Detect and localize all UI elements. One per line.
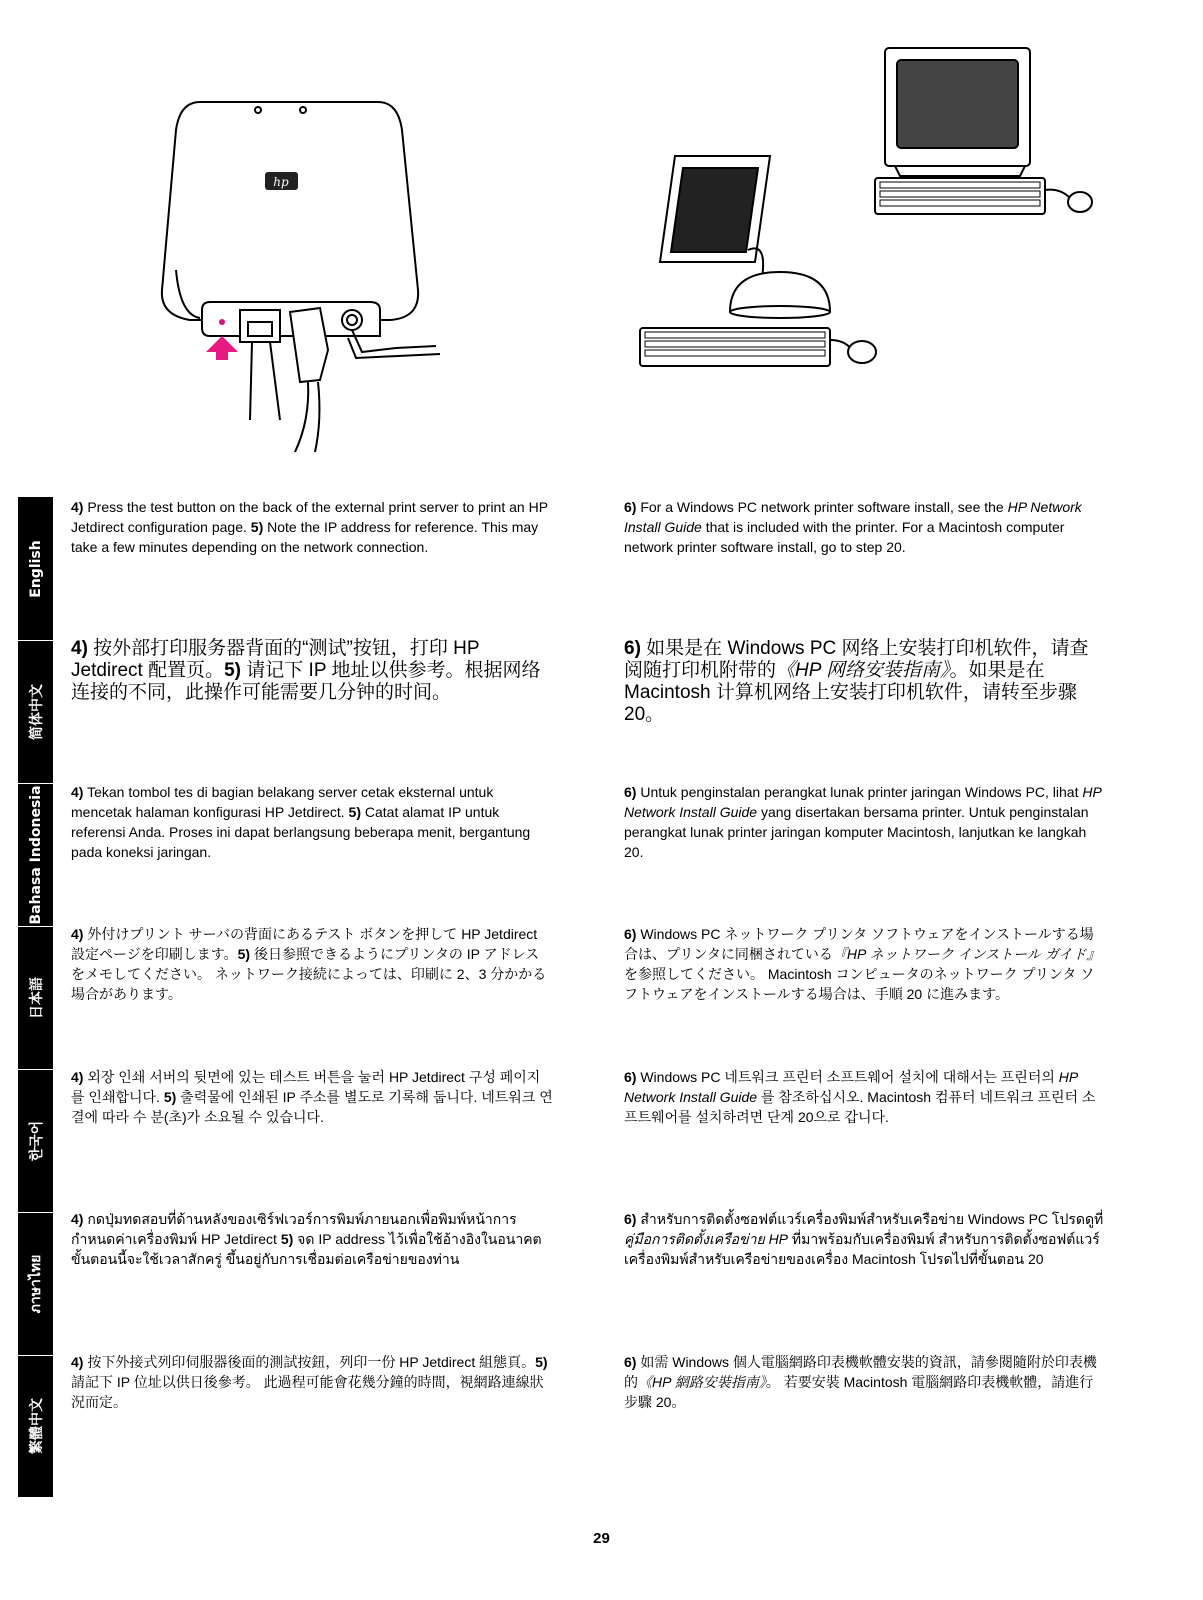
step6-indonesian: 6) Untuk penginstalan perangkat lunak printer jaringan Windows PC, lihat HP Network Install Guide yang disertakan bersama printer. Untuk penginstalan perangkat lunak printer jaringan komputer Macintosh, lanjutkan ke langkah 20. bbox=[624, 784, 1102, 860]
language-tab-korean bbox=[18, 1069, 53, 1213]
svg-text:hp: hp bbox=[273, 175, 289, 189]
step4-5-indonesian: 4) Tekan tombol tes di bagian belakang server cetak eksternal untuk mencetak halaman konfigurasi HP Jetdirect. 5) Catat alamat IP untuk referensi Anda. Proses ini dapat berlangsung beberapa menit, bergantung pada koneksi jaringan. bbox=[71, 784, 531, 860]
language-tab-label: Bahasa Indonesia bbox=[27, 784, 44, 925]
step6-simplified-chinese: 6) 如果是在 Windows PC 网络上安装打印机软件，请查阅随打印机附带的《HP 网络安装指南》。如果是在 Macintosh 计算机网络上安装打印机软件，请转至步骤 20。 bbox=[624, 638, 1089, 725]
language-tab-label: 한국어 bbox=[28, 1120, 45, 1161]
language-tab-thai bbox=[18, 1212, 53, 1356]
language-tab-label: English bbox=[27, 539, 44, 598]
language-tab-japanese bbox=[18, 926, 53, 1070]
step6-korean: 6) Windows PC 네트워크 프린터 소프트웨어 설치에 대해서는 프린터의 HP Network Install Guide 를 참조하십시오. Macintosh 컴퓨터 네트워크 프린터 소프트웨어를 설치하려면 단계 20으로 갑니다. bbox=[624, 1069, 1096, 1125]
page-number: 29 bbox=[593, 1530, 610, 1547]
language-tab-label: 日本語 bbox=[28, 976, 45, 1019]
computers-illustration bbox=[630, 40, 1100, 380]
step4-5-japanese: 4) 外付けプリント サーバの背面にあるテスト ボタンを押して HP Jetdirect 設定ページを印刷します。5) 後日参照できるようにプリンタの IP アドレスをメモしてください。 ネットワーク接続によっては、印刷に 2、3 分かかる場合があります。 bbox=[71, 926, 547, 1002]
step4-5-thai: 4) กดปุ่มทดสอบที่ด้านหลังของเซิร์ฟเวอร์การพิมพ์ภายนอกเพื่อพิมพ์หน้าการกำหนดค่าเครื่องพิมพ์ HP Jetdirect 5) จด IP address ไว้เพื่อใช้อ้างอิงในอนาคต ขั้นตอนนี้จะใช้เวลาสักครู่ ขึ้นอยู่กับการเชื่อมต่อเครือข่ายของท่าน bbox=[71, 1211, 542, 1267]
language-tab-english bbox=[18, 497, 53, 641]
step4-5-english: 4) Press the test button on the back of the external print server to print an HP Jetdirect configuration page. 5) Note the IP address for reference. This may take a few minutes depending on the network connection. bbox=[71, 499, 548, 555]
step6-japanese: 6) Windows PC ネットワーク プリンタ ソフトウェアをインストールする場合は、プリンタに同梱されている『HP ネットワーク インストール ガイド』を参照してください。 Macintosh コンピュータのネットワーク プリンタ ソフトウェアをインストールする場合は、手順 20 に進みます。 bbox=[624, 926, 1101, 1002]
language-tab-label: 简体中文 bbox=[28, 683, 45, 740]
language-tab-traditional-chinese bbox=[18, 1355, 53, 1497]
language-tab-simplified-chinese bbox=[18, 640, 53, 784]
print-server-illustration bbox=[140, 90, 470, 460]
language-tab-indonesian bbox=[18, 783, 53, 927]
language-tab-label: 繁體中文 bbox=[28, 1398, 45, 1454]
step4-5-korean: 4) 외장 인쇄 서버의 뒷면에 있는 테스트 버튼을 눌러 HP Jetdirect 구성 페이지를 인쇄합니다. 5) 출력물에 인쇄된 IP 주소를 별도로 기록해 둡니다. 네트워크 연결에 따라 수 분(초)가 소요될 수 있습니다. bbox=[71, 1069, 553, 1125]
step6-traditional-chinese: 6) 如需 Windows 個人電腦網路印表機軟體安裝的資訊，請參閱隨附於印表機的《HP 網路安裝指南》。 若要安裝 Macintosh 電腦網路印表機軟體，請進行步驟 20。 bbox=[624, 1354, 1097, 1410]
language-tab-label: ภาษาไทย bbox=[27, 1254, 44, 1313]
step4-5-traditional-chinese: 4) 按下外接式列印伺服器後面的測試按鈕，列印一份 HP Jetdirect 組態頁。5) 請記下 IP 位址以供日後參考。 此過程可能會花幾分鐘的時間，視網路連線狀況而定。 bbox=[71, 1354, 548, 1410]
step6-english: 6) For a Windows PC network printer software install, see the HP Network Install Guide that is included with the printer. For a Macintosh computer network printer software install, go to step 20. bbox=[624, 499, 1082, 555]
step6-thai: 6) สำหรับการติดตั้งซอฟต์แวร์เครื่องพิมพ์สำหรับเครือข่าย Windows PC โปรดดูที่ คู่มือการติดตั้งเครือข่าย HP ที่มาพร้อมกับเครื่องพิมพ์ สำหรับการติดตั้งซอฟต์แวร์เครื่องพิมพ์สำหรับเครือข่ายของเครื่อง Macintosh โปรดไปที่ขั้นตอน 20 bbox=[624, 1211, 1104, 1267]
language-sidebar bbox=[18, 497, 53, 1497]
step4-5-simplified-chinese: 4) 按外部打印服务器背面的“测试”按钮，打印 HP Jetdirect 配置页。5) 请记下 IP 地址以供参考。根据网络连接的不同，此操作可能需要几分钟的时间。 bbox=[71, 638, 541, 703]
